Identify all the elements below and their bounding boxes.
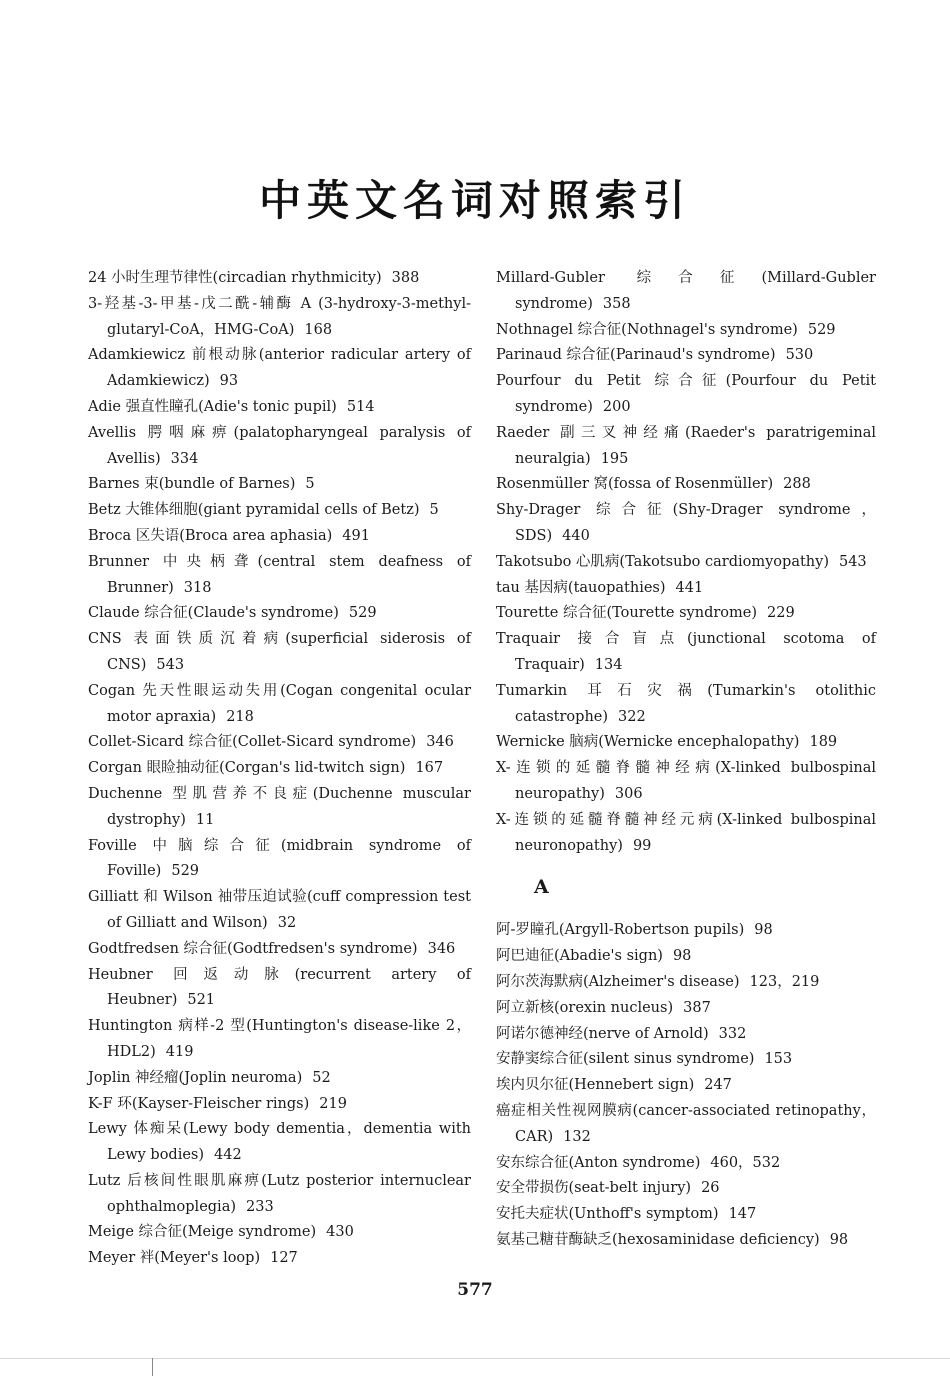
index-entry	[88, 1092, 471, 1118]
index-entry	[88, 1246, 471, 1272]
index-term: Claude 综合征(Claude's syndrome)	[88, 605, 339, 622]
index-term: Wernicke 脑病(Wernicke encephalopathy)	[496, 734, 800, 751]
index-term: Tourette 综合征(Tourette syndrome)	[496, 605, 757, 622]
index-entry	[496, 343, 876, 369]
index-term: Avellis 腭咽麻痹(palatopharyngeal paralysis of Avellis)	[88, 424, 471, 467]
index-term: 阿诺尔德神经(nerve of Arnold)	[496, 1025, 709, 1042]
index-entry	[496, 369, 876, 421]
index-entry	[496, 1047, 876, 1073]
index-term: Broca 区失语(Broca area aphasia)	[88, 527, 333, 544]
index-entry	[496, 1202, 876, 1228]
index-term: Brunner 中央柄聋(central stem deafness of Brunner)	[88, 553, 471, 596]
index-page-ref: 530	[785, 347, 814, 364]
index-entry	[496, 576, 876, 602]
index-page-ref: 5	[305, 476, 315, 493]
index-page-ref: 167	[415, 760, 444, 777]
index-term: 癌症相关性视网膜病(cancer-associated retinopathy，CAR)	[496, 1102, 876, 1145]
index-entry	[496, 601, 876, 627]
index-page-ref: 200	[602, 398, 631, 415]
index-entry	[496, 756, 876, 808]
index-term: Shy-Drager 综合征(Shy-Drager syndrome，SDS)	[496, 502, 876, 544]
index-term: 安全带损伤(seat-belt injury)	[496, 1180, 692, 1197]
index-page-ref: 529	[348, 605, 377, 622]
index-entry	[496, 996, 876, 1022]
index-page-ref: 521	[187, 992, 216, 1009]
index-page-ref: 491	[342, 527, 370, 544]
index-page-ref: 98	[829, 1231, 849, 1248]
index-term: 阿尔茨海默病(Alzheimer's disease)	[496, 973, 740, 990]
page-number: 577	[457, 1280, 493, 1300]
index-term: Meyer 袢(Meyer's loop)	[88, 1250, 261, 1267]
index-term: Heubner 回返动脉(recurrent artery of Heubner)	[88, 966, 471, 1009]
index-page-ref: 529	[171, 863, 200, 880]
index-page-ref: 318	[183, 579, 212, 596]
index-page-ref: 543	[838, 553, 867, 570]
index-entry	[496, 1228, 876, 1254]
index-entry	[88, 1169, 471, 1221]
index-page-ref: 99	[632, 837, 652, 854]
index-term: Corgan 眼睑抽动征(Corgan's lid-twitch sign)	[88, 760, 406, 777]
index-page-ref: 440	[562, 527, 590, 544]
index-column-left	[88, 266, 471, 1272]
index-page-ref: 98	[672, 948, 692, 965]
index-entry	[88, 679, 471, 731]
index-term: Rosenmüller 窝(fossa of Rosenmüller)	[496, 476, 774, 493]
index-entry	[496, 498, 876, 550]
index-term: Tumarkin 耳石灾祸(Tumarkin's otolithic catastrophe)	[496, 682, 876, 725]
index-term: 安托夫症状(Unthoff's symptom)	[496, 1206, 719, 1223]
index-term: Pourfour du Petit 综合征(Pourfour du Petit syndrome)	[496, 373, 876, 415]
index-entry	[496, 1099, 876, 1151]
index-entry	[88, 963, 471, 1015]
index-term: K-F 环(Kayser-Fleischer rings)	[88, 1095, 310, 1112]
index-term: Takotsubo 心肌病(Takotsubo cardiomyopathy)	[496, 553, 829, 570]
index-entry	[496, 627, 876, 679]
index-list-section-a	[496, 918, 876, 1253]
index-term: Raeder 副三叉神经痛(Raeder's paratrigeminal neuralgia)	[496, 424, 876, 467]
index-term: Lewy 体痴呆(Lewy body dementia，dementia with Lewy bodies)	[88, 1121, 471, 1164]
index-page-ref: 98	[754, 922, 773, 939]
index-entry	[88, 395, 471, 421]
index-list-right	[496, 266, 876, 859]
index-page-ref: 442	[214, 1147, 242, 1164]
index-entry	[88, 627, 471, 679]
index-term: Foville 中脑综合征(midbrain syndrome of Foville)	[88, 837, 471, 880]
index-entry	[88, 937, 471, 963]
index-page-ref: 430	[326, 1224, 354, 1241]
index-entry	[88, 472, 471, 498]
index-page-ref: 26	[701, 1180, 720, 1197]
index-term: Nothnagel 综合征(Nothnagel's syndrome)	[496, 321, 798, 338]
index-page-ref: 32	[277, 914, 297, 931]
section-heading-a: A	[534, 876, 549, 899]
index-entry	[496, 679, 876, 731]
index-page-ref: 387	[683, 999, 711, 1016]
index-term: 24 小时生理节律性(circadian rhythmicity)	[88, 270, 382, 286]
index-entry	[88, 266, 471, 292]
index-page-ref: 529	[807, 321, 836, 338]
index-term: Duchenne 型肌营养不良症(Duchenne muscular dystrophy)	[88, 785, 471, 828]
index-entry	[496, 421, 876, 473]
index-page-ref: 132	[563, 1128, 591, 1145]
index-term: Parinaud 综合征(Parinaud's syndrome)	[496, 347, 776, 364]
scan-edge-tick	[152, 1358, 153, 1376]
index-page-ref: 11	[195, 811, 215, 828]
index-term: Traquair 接合盲点(junctional scotoma of Traquair)	[496, 631, 876, 673]
scan-edge-line	[0, 1358, 950, 1359]
index-page-ref: 514	[346, 398, 375, 415]
index-entry	[496, 266, 876, 318]
index-entry	[88, 885, 471, 937]
index-page-ref: 153	[764, 1051, 793, 1068]
index-page-ref: 93	[219, 373, 239, 390]
index-entry	[88, 1066, 471, 1092]
index-term: Betz 大锥体细胞(giant pyramidal cells of Betz)	[88, 502, 420, 519]
index-term: Godtfredsen 综合征(Godtfredsen's syndrome)	[88, 940, 418, 957]
index-term: Collet-Sicard 综合征(Collet-Sicard syndrome)	[88, 734, 417, 751]
index-page-ref: 189	[809, 734, 838, 751]
index-entry	[88, 498, 471, 524]
index-term: Adie 强直性瞳孔(Adie's tonic pupil)	[88, 398, 337, 415]
index-entry	[88, 343, 471, 395]
index-page-ref: 334	[170, 450, 199, 467]
index-page-ref: 346	[427, 940, 456, 957]
index-entry	[88, 601, 471, 627]
index-page-ref: 388	[391, 270, 420, 286]
index-page-ref: 52	[312, 1069, 331, 1086]
index-page-ref: 195	[600, 450, 629, 467]
index-page-ref: 332	[718, 1025, 747, 1042]
index-entry	[496, 1151, 876, 1177]
index-entry	[496, 472, 876, 498]
page-title: 中英文名词对照索引	[258, 176, 691, 225]
index-entry	[88, 730, 471, 756]
index-entry	[88, 1117, 471, 1169]
index-entry	[88, 292, 471, 344]
index-entry	[88, 782, 471, 834]
index-term: 氨基己糖苷酶缺乏(hexosaminidase deficiency)	[496, 1231, 820, 1248]
index-entry	[496, 1176, 876, 1202]
index-page-ref: 288	[783, 476, 811, 493]
index-term: CNS 表面铁质沉着病(superficial siderosis of CNS)	[88, 631, 471, 673]
index-page-ref: 419	[165, 1043, 194, 1060]
index-term: Barnes 束(bundle of Barnes)	[88, 476, 296, 493]
index-page-ref: 218	[226, 708, 254, 725]
index-entry	[496, 944, 876, 970]
index-term: 阿-罗瞳孔(Argyll-Robertson pupils)	[496, 922, 745, 939]
index-page-ref: 460，532	[710, 1154, 781, 1171]
index-entry	[88, 756, 471, 782]
index-term: 埃内贝尔征(Hennebert sign)	[496, 1077, 695, 1094]
index-term: 安东综合征(Anton syndrome)	[496, 1154, 701, 1171]
index-entry	[496, 918, 876, 944]
index-term: Joplin 神经瘤(Joplin neuroma)	[88, 1069, 303, 1086]
index-term: Huntington 病样-2 型(Huntington's disease-like 2，HDL2)	[88, 1018, 471, 1060]
index-term: Meige 综合征(Meige syndrome)	[88, 1224, 317, 1241]
index-term: X-连锁的延髓脊髓神经病(X-linked bulbospinal neuropathy)	[496, 760, 876, 802]
index-term: X-连锁的延髓脊髓神经元病(X-linked bulbospinal neuronopathy)	[496, 811, 876, 854]
index-term: Gilliatt 和 Wilson 袖带压迫试验(cuff compression test of Gilliatt and Wilson)	[88, 889, 471, 931]
index-term: Adamkiewicz 前根动脉(anterior radicular artery of Adamkiewicz)	[88, 347, 471, 390]
index-entry	[88, 421, 471, 473]
index-page-ref: 134	[594, 656, 623, 673]
index-page-ref: 5	[429, 502, 439, 519]
index-page-ref: 123，219	[749, 973, 820, 990]
index-term: tau 基因病(tauopathies)	[496, 579, 666, 596]
index-entry	[496, 970, 876, 996]
index-page-ref: 543	[156, 656, 185, 673]
index-entry	[88, 524, 471, 550]
index-term: 阿立新核(orexin nucleus)	[496, 999, 674, 1016]
index-term: Cogan 先天性眼运动失用(Cogan congenital ocular motor apraxia)	[88, 682, 471, 725]
index-page-ref: 229	[767, 605, 795, 622]
index-term: 3-羟基-3-甲基-戊二酰-辅酶 A (3-hydroxy-3-methyl-glutaryl-CoA，HMG-CoA)	[88, 295, 471, 338]
index-entry	[496, 730, 876, 756]
index-entry	[88, 1220, 471, 1246]
index-page-ref: 346	[426, 734, 454, 751]
index-page-ref: 233	[246, 1198, 274, 1215]
index-entry	[496, 808, 876, 860]
index-entry	[496, 318, 876, 344]
index-page-ref: 168	[304, 321, 333, 338]
index-term: Lutz 后核间性眼肌麻痹(Lutz posterior internuclear ophthalmoplegia)	[88, 1172, 471, 1215]
index-page-ref: 441	[675, 579, 704, 596]
index-page-ref: 147	[728, 1206, 757, 1223]
index-entry	[88, 1014, 471, 1066]
index-entry	[88, 550, 471, 602]
index-page-ref: 219	[319, 1095, 347, 1112]
index-column-right	[496, 266, 876, 1254]
index-page-ref: 306	[614, 785, 643, 802]
index-page-ref: 322	[618, 708, 646, 725]
index-entry	[496, 1022, 876, 1048]
index-entry	[496, 550, 876, 576]
index-entry	[496, 1073, 876, 1099]
index-page-ref: 358	[602, 295, 631, 312]
index-page-ref: 127	[270, 1250, 298, 1267]
index-term: 阿巴迪征(Abadie's sign)	[496, 948, 663, 965]
index-term: 安静窦综合征(silent sinus syndrome)	[496, 1051, 755, 1068]
index-page-ref: 247	[704, 1077, 732, 1094]
index-term: Millard-Gubler 综合征(Millard-Gubler syndrome)	[496, 270, 876, 312]
index-entry	[88, 834, 471, 886]
